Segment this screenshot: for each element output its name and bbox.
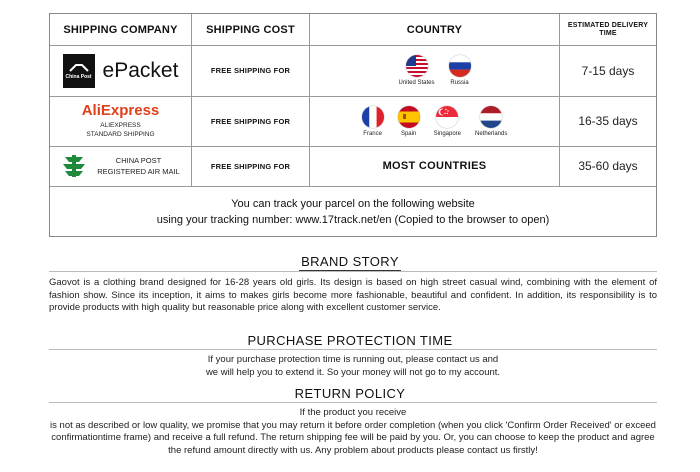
free-shipping-label: FREE SHIPPING FOR [210, 66, 291, 75]
cost-cell [192, 45, 310, 96]
divider [49, 271, 657, 272]
header-shipping-company: SHIPPING COMPANY [50, 14, 192, 45]
delivery-time: 7-15 days [581, 63, 635, 78]
free-shipping-label: FREE SHIPPING FOR [210, 116, 291, 126]
shipping-table [49, 13, 657, 237]
china-post-logo-label: China Post [65, 73, 92, 80]
carrier-cell [50, 96, 192, 146]
most-countries-text: MOST COUNTRIES [382, 160, 487, 172]
brand-story-title-text: BRAND STORY [301, 254, 399, 269]
carrier-line-1: CHINA POST [115, 156, 162, 165]
country-name: France [363, 130, 382, 137]
epacket-carrier [63, 54, 179, 88]
return-policy-text [49, 407, 657, 457]
delivery-time: 35-60 days [578, 159, 638, 173]
brand-story-title [0, 254, 700, 271]
divider [49, 349, 657, 350]
china-post-carrier [61, 153, 180, 179]
china-post-icon [61, 153, 87, 179]
purchase-protection-title-text: PURCHASE PROTECTION TIME [247, 333, 453, 348]
carrier-line-2: STANDARD SHIPPING [86, 131, 155, 138]
country-cell [310, 146, 560, 186]
cost-cell [192, 146, 310, 186]
country-item [449, 55, 471, 86]
free-shipping-label: FREE SHIPPING FOR [210, 161, 291, 171]
divider [49, 402, 657, 403]
country-item [398, 55, 434, 86]
delivery-cell [560, 96, 656, 146]
aliexpress-carrier [82, 103, 160, 139]
carrier-line-1: ALIEXPRESS [100, 122, 141, 129]
country-name: Spain [400, 130, 417, 137]
table-row [50, 96, 656, 147]
carrier-cell [50, 45, 192, 96]
singapore-flag-icon [436, 106, 458, 128]
spain-flag-icon [398, 106, 420, 128]
country-name: Netherlands [475, 130, 508, 137]
return-policy-title [0, 386, 700, 403]
delivery-cell [560, 45, 656, 96]
cost-cell [192, 96, 310, 146]
country-item [475, 106, 507, 137]
brand-story-text: Gaovot is a clothing brand designed for 16-28 years old girls. Its design is based on high street casual wind, combining with the element of fashion show. Since its inception, it aims to makes girls become more fashionable, beautiful and confident. In addition, its responsibility is to provide products with high quality but reasonable price along with excellent customer service. [49, 277, 657, 313]
france-flag-icon [362, 106, 384, 128]
country-item [362, 106, 384, 137]
tracking-note-line-1: You can track your parcel on the following website [231, 198, 475, 210]
purchase-protection-text [49, 354, 657, 379]
country-item [434, 106, 461, 137]
purchase-protection-line-2: we will help you to extend it. So your money will not go to my account. [205, 366, 501, 378]
us-flag-icon [406, 55, 428, 77]
aliexpress-logo: AliExpress [81, 102, 160, 119]
netherlands-flag-icon [480, 106, 502, 128]
country-cell [310, 96, 560, 146]
china-post-logo-icon [63, 54, 95, 88]
return-policy-body: is not as described or low quality, we promise that you may return it before order completion (when you click 'Confirm Order Received' or exceed confirmationtime frame) and receive a full refund. The return shipping fee will be paid by you. Or, you can choose to keep the product and agree the refund amount directly with us. Any problem about products please contact us firstly! [50, 419, 656, 456]
country-name: United States [398, 80, 435, 86]
table-row [50, 45, 656, 97]
delivery-time: 16-35 days [578, 114, 638, 128]
header-delivery-time: ESTIMATED DELIVERY TIME [567, 21, 649, 37]
header-country: COUNTRY [310, 14, 560, 45]
return-policy-title-text: RETURN POLICY [294, 386, 406, 401]
purchase-protection-line-1: If your purchase protection time is running out, please contact us and [207, 354, 499, 365]
delivery-cell [560, 146, 656, 186]
carrier-name: ePacket [102, 58, 179, 82]
table-header-row [50, 14, 656, 46]
tracking-note-line-2: using your tracking number: www.17track.net/en (Copied to the browser to open) [156, 214, 550, 226]
purchase-protection-title [0, 333, 700, 350]
country-cell [310, 45, 560, 96]
country-item [398, 106, 420, 137]
carrier-cell [50, 146, 192, 186]
country-name: Singapore [433, 130, 461, 137]
tracking-note [50, 186, 656, 238]
return-policy-line-1: If the product you receive [299, 407, 407, 418]
russia-flag-icon [449, 55, 471, 77]
header-shipping-cost: SHIPPING COST [192, 14, 310, 45]
country-name: Russia [450, 80, 469, 86]
table-row [50, 146, 656, 187]
carrier-line-2: REGISTERED AIR MAIL [97, 167, 180, 176]
